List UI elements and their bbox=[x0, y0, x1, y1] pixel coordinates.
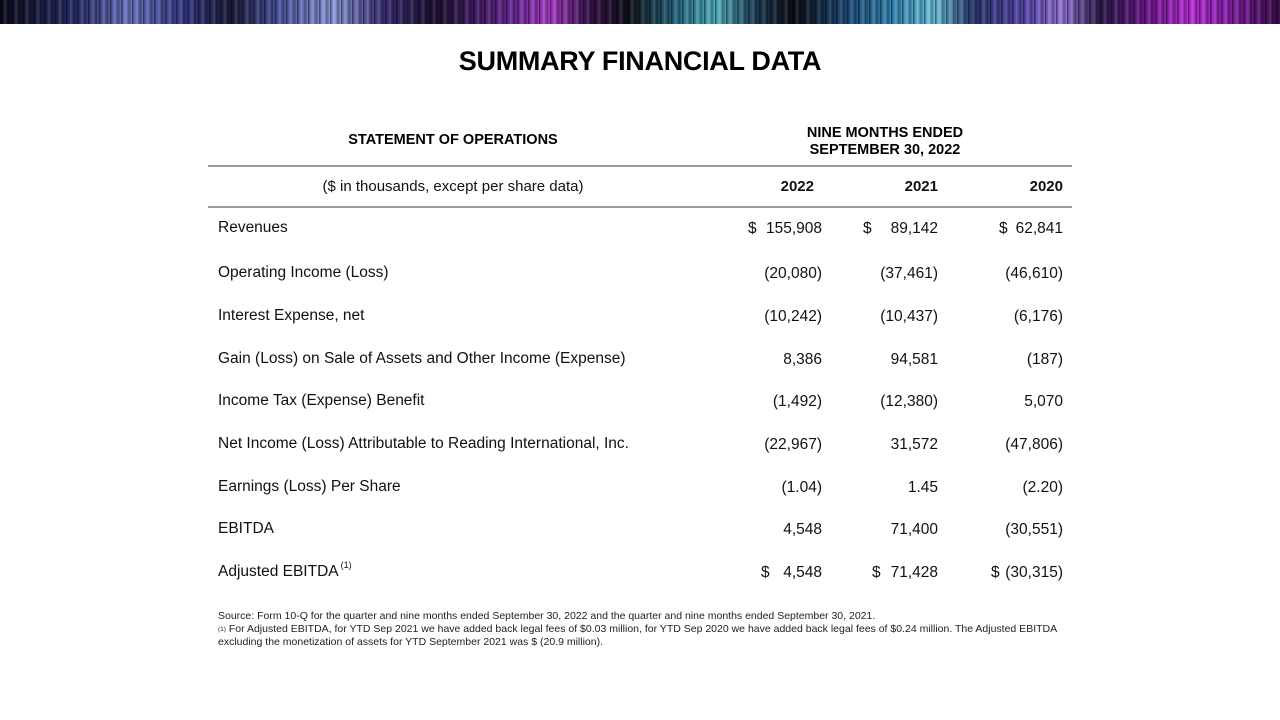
header-divider bbox=[208, 165, 1072, 167]
subheader-divider bbox=[208, 206, 1072, 208]
year-2020-header: 2020 bbox=[1029, 178, 1063, 195]
cell-value: 89,142 bbox=[890, 220, 938, 237]
cell-value: 1.45 bbox=[907, 479, 938, 496]
cell-value: 5,070 bbox=[1024, 393, 1063, 410]
footnote-marker: (1) bbox=[340, 560, 352, 570]
table-row bbox=[208, 520, 1072, 544]
page-title: SUMMARY FINANCIAL DATA bbox=[458, 46, 822, 76]
cell-value: 62,841 bbox=[1015, 220, 1063, 237]
row-label: Gain (Loss) on Sale of Assets and Other Income (Expense) bbox=[218, 350, 626, 367]
footnote-1-text: For Adjusted EBITDA, for YTD Sep 2021 we have added back legal fees of $0.03 million, for YTD Sep 2020 we have added back legal fees of $0.24 million. The Adjusted EBITDA excluding the monetization of assets for YTD September 2021 was $ (20.9 million). bbox=[218, 623, 1057, 648]
table-row bbox=[208, 219, 1072, 243]
cell-value: (6,176) bbox=[1013, 308, 1063, 325]
currency-symbol: $ bbox=[748, 220, 757, 237]
year-2021-header: 2021 bbox=[904, 178, 938, 195]
cell-value: 94,581 bbox=[890, 351, 938, 368]
cell-value: (37,461) bbox=[880, 265, 938, 282]
cell-value: (20,080) bbox=[764, 265, 822, 282]
cell-value: 4,548 bbox=[783, 521, 822, 538]
currency-symbol: $ bbox=[761, 564, 770, 581]
cell-value: 8,386 bbox=[783, 351, 822, 368]
row-label: Interest Expense, net bbox=[218, 307, 365, 324]
year-2022-header: 2022 bbox=[780, 178, 814, 195]
cell-value: 31,572 bbox=[890, 436, 938, 453]
footnotes bbox=[218, 610, 1078, 649]
cell-value: (10,437) bbox=[880, 308, 938, 325]
row-label bbox=[218, 560, 352, 581]
period-header-line2: SEPTEMBER 30, 2022 bbox=[809, 142, 961, 158]
row-label: Net Income (Loss) Attributable to Reading International, Inc. bbox=[218, 435, 629, 452]
decorative-header-band bbox=[0, 0, 1280, 24]
footnote-1-marker: (1) bbox=[218, 626, 226, 633]
units-label: ($ in thousands, except per share data) bbox=[322, 178, 584, 195]
cell-value: (12,380) bbox=[880, 393, 938, 410]
cell-value: (22,967) bbox=[764, 436, 822, 453]
cell-value: (47,806) bbox=[1005, 436, 1063, 453]
row-label: Operating Income (Loss) bbox=[218, 264, 389, 281]
table-row bbox=[208, 435, 1072, 459]
currency-symbol: $ bbox=[863, 220, 872, 237]
table-row bbox=[208, 307, 1072, 331]
cell-value: 71,400 bbox=[890, 521, 938, 538]
row-label: Revenues bbox=[218, 219, 288, 236]
footnote-1 bbox=[218, 623, 1078, 649]
period-header bbox=[740, 125, 1030, 159]
cell-value: (30,551) bbox=[1005, 521, 1063, 538]
table-row bbox=[208, 264, 1072, 288]
cell-value: (30,315) bbox=[1005, 564, 1063, 581]
row-label-text: Adjusted EBITDA bbox=[218, 563, 339, 580]
table-row bbox=[208, 478, 1072, 502]
period-header-line1: NINE MONTHS ENDED bbox=[806, 125, 964, 141]
cell-value: (10,242) bbox=[764, 308, 822, 325]
table-row bbox=[208, 350, 1072, 374]
cell-value: (187) bbox=[1026, 351, 1063, 368]
table-row bbox=[208, 392, 1072, 416]
currency-symbol: $ bbox=[991, 564, 1000, 581]
statement-header: STATEMENT OF OPERATIONS bbox=[348, 132, 558, 148]
cell-value: (2.20) bbox=[1022, 479, 1063, 496]
cell-value: 4,548 bbox=[783, 564, 822, 581]
cell-value: 71,428 bbox=[890, 564, 938, 581]
cell-value: (46,610) bbox=[1005, 265, 1063, 282]
table-row bbox=[208, 560, 1072, 587]
cell-value: 155,908 bbox=[765, 220, 822, 237]
currency-symbol: $ bbox=[872, 564, 881, 581]
row-label: Income Tax (Expense) Benefit bbox=[218, 392, 425, 409]
row-label: Earnings (Loss) Per Share bbox=[218, 478, 401, 495]
row-label: EBITDA bbox=[218, 520, 274, 537]
source-note: Source: Form 10-Q for the quarter and nine months ended September 30, 2022 and the quarter and nine months ended September 30, 2021. bbox=[218, 610, 876, 622]
cell-value: (1,492) bbox=[772, 393, 822, 410]
cell-value: (1.04) bbox=[781, 479, 822, 496]
currency-symbol: $ bbox=[999, 220, 1008, 237]
